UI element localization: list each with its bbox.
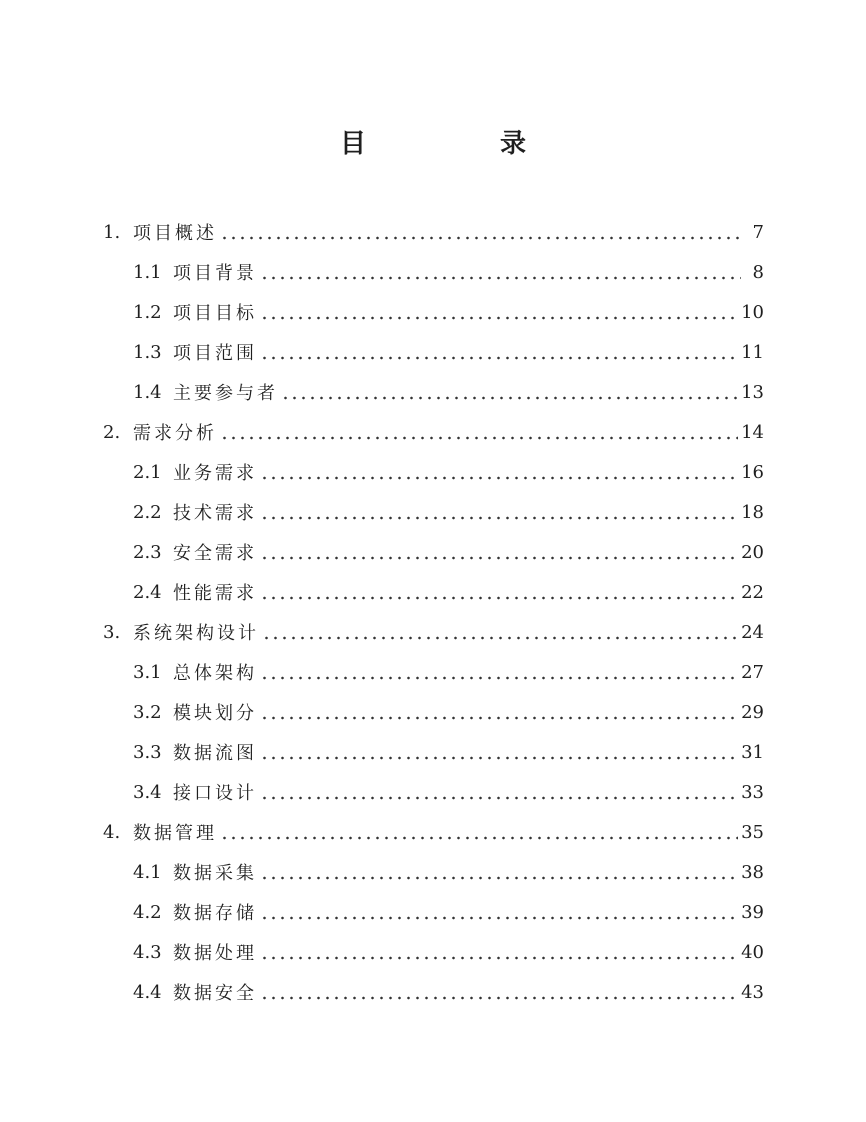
toc-entry-label: 需求分析 xyxy=(133,423,217,444)
toc-chapter-entry[interactable] xyxy=(103,212,764,252)
toc-entry-label: 技术需求 xyxy=(173,503,257,524)
toc-section-entry[interactable] xyxy=(133,372,764,412)
toc-entry-number: 3.1 xyxy=(133,661,162,683)
toc-page-number: 31 xyxy=(741,741,764,763)
toc-entry-label: 性能需求 xyxy=(173,583,257,604)
toc-dot-leader xyxy=(260,852,738,892)
toc-dot-leader xyxy=(260,492,738,532)
toc-section-entry[interactable] xyxy=(133,252,764,292)
toc-entry-label: 数据管理 xyxy=(133,823,217,844)
toc-entry-label: 数据流图 xyxy=(173,743,257,764)
toc-entry-number: 1.3 xyxy=(133,341,162,363)
toc-entry-number: 1.2 xyxy=(133,301,162,323)
toc-dot-leader xyxy=(260,292,738,332)
toc-section-entry[interactable] xyxy=(133,292,764,332)
toc-entry-label: 接口设计 xyxy=(173,783,257,804)
toc-dot-leader xyxy=(220,812,738,852)
toc-chapter-entry[interactable] xyxy=(103,412,764,452)
toc-section-entry[interactable] xyxy=(133,852,764,892)
toc-page-number: 16 xyxy=(741,461,764,483)
toc-dot-leader xyxy=(260,732,738,772)
toc-page-number: 39 xyxy=(741,901,764,923)
toc-page-number: 27 xyxy=(741,661,764,683)
toc-entry-label: 数据处理 xyxy=(173,943,257,964)
toc-entry-label: 业务需求 xyxy=(173,463,257,484)
toc-section-entry[interactable] xyxy=(133,932,764,972)
toc-entry-number: 4.1 xyxy=(133,861,162,883)
toc-dot-leader xyxy=(260,932,738,972)
toc-page-number: 29 xyxy=(741,701,764,723)
toc-entry-number: 2. xyxy=(103,421,121,443)
toc-dot-leader xyxy=(220,412,738,452)
toc-dot-leader xyxy=(220,212,741,252)
toc-page-number: 40 xyxy=(741,941,764,963)
toc-chapter-entry[interactable] xyxy=(103,812,764,852)
toc-section-entry[interactable] xyxy=(133,732,764,772)
toc-entry-number: 2.1 xyxy=(133,461,162,483)
toc-entry-number: 2.3 xyxy=(133,541,162,563)
toc-entry-number: 4.2 xyxy=(133,901,162,923)
toc-entry-label: 数据存储 xyxy=(173,903,257,924)
toc-entry-number: 3.3 xyxy=(133,741,162,763)
toc-section-entry[interactable] xyxy=(133,452,764,492)
toc-entry-number: 1. xyxy=(103,221,121,243)
toc-page-number: 43 xyxy=(741,981,764,1003)
toc-section-entry[interactable] xyxy=(133,492,764,532)
toc-page-number: 35 xyxy=(741,821,764,843)
toc-section-entry[interactable] xyxy=(133,572,764,612)
toc-entry-number: 3.4 xyxy=(133,781,162,803)
toc-page-number: 38 xyxy=(741,861,764,883)
toc-dot-leader xyxy=(260,572,738,612)
toc-page-number: 11 xyxy=(741,341,764,363)
toc-entry-label: 模块划分 xyxy=(173,703,257,724)
toc-entry-label: 数据采集 xyxy=(173,863,257,884)
toc-page-number: 7 xyxy=(752,221,764,243)
toc-dot-leader xyxy=(260,332,738,372)
toc-page-number: 10 xyxy=(741,301,764,323)
toc-entry-label: 项目目标 xyxy=(173,303,257,324)
toc-entry-label: 安全需求 xyxy=(173,543,257,564)
toc-entry-label: 项目概述 xyxy=(133,223,217,244)
toc-dot-leader xyxy=(260,892,738,932)
toc-section-entry[interactable] xyxy=(133,332,764,372)
toc-entry-number: 4.3 xyxy=(133,941,162,963)
toc-dot-leader xyxy=(260,652,738,692)
toc-entry-label: 系统架构设计 xyxy=(133,623,259,644)
toc-page-number: 20 xyxy=(741,541,764,563)
toc-section-entry[interactable] xyxy=(133,532,764,572)
page-title: 目 录 xyxy=(339,129,580,159)
toc-section-entry[interactable] xyxy=(133,772,764,812)
toc-dot-leader xyxy=(260,972,738,1012)
toc-section-entry[interactable] xyxy=(133,692,764,732)
toc-entry-number: 1.4 xyxy=(133,381,162,403)
toc-entry-number: 1.1 xyxy=(133,261,162,283)
toc-page-number: 14 xyxy=(741,421,764,443)
toc-page-number: 13 xyxy=(741,381,764,403)
toc-entry-label: 数据安全 xyxy=(173,983,257,1004)
toc-dot-leader xyxy=(260,452,738,492)
toc-entry-number: 3.2 xyxy=(133,701,162,723)
toc-section-entry[interactable] xyxy=(133,652,764,692)
toc-entry-number: 2.2 xyxy=(133,501,162,523)
toc-dot-leader xyxy=(262,612,738,652)
toc-dot-leader xyxy=(260,692,738,732)
toc-dot-leader xyxy=(260,772,738,812)
toc-section-entry[interactable] xyxy=(133,892,764,932)
toc-page-number: 8 xyxy=(752,261,764,283)
toc-entry-number: 2.4 xyxy=(133,581,162,603)
toc-entry-number: 4. xyxy=(103,821,121,843)
toc-chapter-entry[interactable] xyxy=(103,612,764,652)
toc-entry-number: 4.4 xyxy=(133,981,162,1003)
toc-dot-leader xyxy=(260,252,741,292)
toc-dot-leader xyxy=(281,372,738,412)
toc-page-number: 33 xyxy=(741,781,764,803)
toc-page-number: 24 xyxy=(741,621,764,643)
toc-page-number: 18 xyxy=(741,501,764,523)
toc-entry-label: 项目范围 xyxy=(173,343,257,364)
toc-section-entry[interactable] xyxy=(133,972,764,1012)
toc-entry-label: 项目背景 xyxy=(173,263,257,284)
toc-entry-label: 总体架构 xyxy=(173,663,257,684)
toc-dot-leader xyxy=(260,532,738,572)
toc-entry-label: 主要参与者 xyxy=(173,383,278,404)
toc-entry-number: 3. xyxy=(103,621,121,643)
toc-page-number: 22 xyxy=(741,581,764,603)
